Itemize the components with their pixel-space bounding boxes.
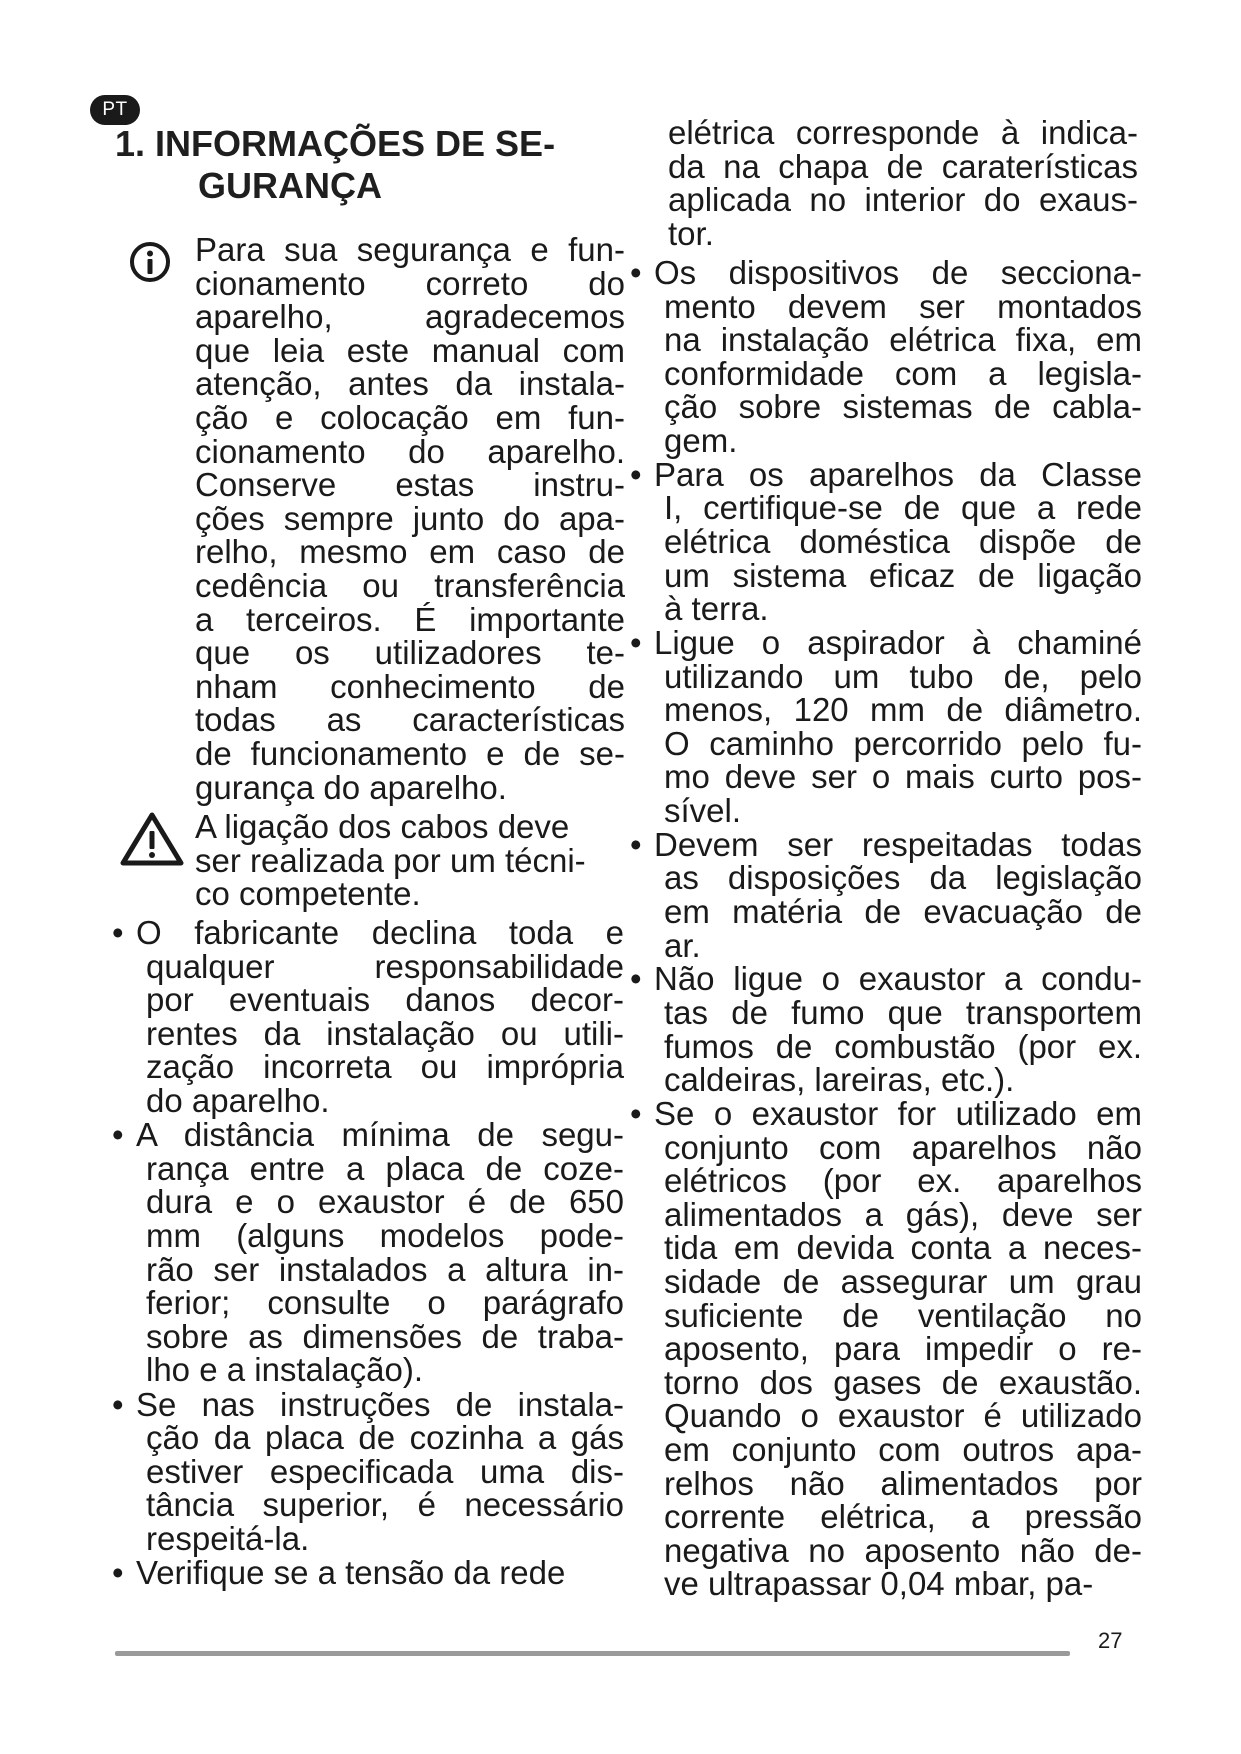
continuation-line: aplicada no interior do exaus-	[668, 181, 1138, 219]
bullet-line: qualquer responsabilidade	[146, 947, 624, 985]
info-note-line: que leia este manual com	[195, 331, 625, 369]
info-note-line: que os utilizadores te-	[195, 634, 625, 672]
continuation-line: tor.	[668, 214, 714, 252]
bullet-line: menos, 120 mm de diâmetro.	[664, 691, 1142, 729]
continuation-line: da na chapa de caraterísticas	[668, 147, 1138, 185]
bullet-line: suficiente de ventilação no	[664, 1296, 1142, 1334]
bullet-line: tas de fumo que transportem	[664, 993, 1142, 1031]
bullet-first-line: Para os aparelhos da Classe	[654, 455, 1142, 493]
bullet-line: elétrica doméstica dispõe de	[664, 522, 1142, 560]
bullet-line: do aparelho.	[146, 1081, 330, 1119]
bullet-line: na instalação elétrica fixa, em	[664, 321, 1142, 359]
bullet-line: zação incorreta ou imprópria	[146, 1048, 624, 1086]
bullet-line: ve ultrapassar 0,04 mbar, pa-	[664, 1565, 1094, 1603]
bullet-mark: •	[630, 455, 642, 493]
bullet-line: negativa no aposento não de-	[664, 1531, 1142, 1569]
info-note-line: todas as características	[195, 701, 625, 739]
language-badge: PT	[90, 95, 140, 125]
warning-note-line: A ligação dos cabos deve	[195, 808, 570, 845]
bullet-line: rentes da instalação ou utili-	[146, 1014, 624, 1052]
bullet-line: sobre as dimensões de traba-	[146, 1317, 624, 1355]
footer-rule	[115, 1651, 1070, 1656]
bullet-line: por eventuais danos decor-	[146, 981, 624, 1019]
continuation-line: elétrica corresponde à indica-	[668, 114, 1138, 151]
bullet-line: Quando o exaustor é utilizado	[664, 1397, 1142, 1435]
bullet-mark: •	[630, 1095, 642, 1132]
bullet-line: as disposições da legislação	[664, 859, 1142, 897]
bullet-line: O caminho percorrido pelo fu-	[664, 724, 1142, 762]
info-circle-icon	[128, 240, 172, 284]
bullet-first-line: Ligue o aspirador à chaminé	[654, 624, 1142, 661]
bullet-line: mm (alguns modelos pode-	[146, 1216, 624, 1254]
bullet-first-line: Os dispositivos de secciona-	[654, 254, 1142, 291]
bullet-mark: •	[112, 914, 124, 951]
bullet-line: estiver especificada uma dis-	[146, 1452, 624, 1490]
section-title	[115, 123, 635, 207]
bullet-line: rão ser instalados a altura in-	[146, 1250, 624, 1288]
section-title-line-2: GURANÇA	[198, 165, 382, 206]
bullet-mark: •	[112, 1116, 124, 1154]
bullet-first-line: O fabricante declina toda e	[136, 914, 624, 951]
bullet-line: ção sobre sistemas de cabla-	[664, 388, 1142, 426]
info-note-line: ção e colocação em fun-	[195, 398, 625, 436]
info-note-line: cionamento do aparelho.	[195, 432, 625, 470]
bullet-line: mento devem ser montados	[664, 287, 1142, 325]
info-note-line: ções sempre junto do apa-	[195, 499, 625, 537]
bullet-mark: •	[630, 624, 642, 661]
bullet-line: mo deve ser o mais curto pos-	[664, 758, 1142, 796]
bullet-first-line: Devem ser respeitadas todas	[654, 825, 1142, 863]
info-note-line: Para sua segurança e fun-	[195, 231, 625, 268]
info-note-line: cedência ou transferência	[195, 566, 625, 604]
page-number: 27	[1098, 1628, 1123, 1653]
info-note-line: de funcionamento e de se-	[195, 734, 625, 772]
bullet-line: conformidade com a legisla-	[664, 354, 1142, 392]
bullet-line: à terra.	[664, 590, 769, 628]
info-note-line: relho, mesmo em caso de	[195, 533, 625, 571]
bullet-line: tância superior, é necessário	[146, 1486, 624, 1524]
bullet-line: ar.	[664, 926, 701, 964]
bullet-first-line: Verifique se a tensão da rede	[136, 1554, 566, 1592]
bullet-line: sível.	[664, 791, 742, 829]
info-note-line: a terceiros. É importante	[195, 600, 625, 638]
bullet-line: corrente elétrica, a pressão	[664, 1498, 1142, 1536]
bullet-line: ção da placa de cozinha a gás	[146, 1419, 624, 1457]
bullet-line: relhos não alimentados por	[664, 1464, 1142, 1502]
warning-triangle-icon	[119, 811, 185, 867]
bullet-line: aposento, para impedir o re-	[664, 1330, 1142, 1368]
info-note-line: atenção, antes da instala-	[195, 365, 625, 403]
bullet-line: caldeiras, lareiras, etc.).	[664, 1061, 1015, 1099]
warning-note-line: ser realizada por um técni-	[195, 841, 586, 879]
right-continuation-paragraph	[668, 116, 1138, 250]
bullet-mark: •	[630, 825, 642, 863]
section-title-line-1: 1. INFORMAÇÕES DE SE-	[115, 123, 556, 164]
warning-note-line: co competente.	[195, 875, 421, 913]
bullet-first-line: Não ligue o exaustor a condu-	[654, 960, 1142, 998]
bullet-first-line: Se o exaustor for utilizado em	[654, 1095, 1142, 1132]
warning-note	[195, 810, 625, 911]
bullet-line: respeitá-la.	[146, 1519, 310, 1557]
bullet-line: tida em devida conta a neces-	[664, 1229, 1142, 1267]
bullet-line: lho e a instalação).	[146, 1351, 424, 1389]
bullet-line: utilizando um tubo de, pelo	[664, 657, 1142, 695]
bullet-line: conjunto com aparelhos não	[664, 1128, 1142, 1166]
info-note	[195, 233, 625, 804]
bullet-mark: •	[112, 1554, 124, 1592]
info-note-line: gurança do aparelho.	[195, 768, 507, 806]
info-note-line: nham conhecimento de	[195, 667, 625, 705]
bullet-line: sidade de assegurar um grau	[664, 1262, 1142, 1300]
bullet-line: rança entre a placa de coze-	[146, 1149, 624, 1187]
bullet-line: elétricos (por ex. aparelhos	[664, 1162, 1142, 1200]
info-note-line: aparelho, agradecemos	[195, 298, 625, 336]
bullet-line: um sistema eficaz de ligação	[664, 556, 1142, 594]
bullet-line: alimentados a gás), deve ser	[664, 1195, 1142, 1233]
bullet-mark: •	[630, 960, 642, 998]
info-note-line: cionamento correto do	[195, 264, 625, 302]
bullet-line: em conjunto com outros apa-	[664, 1430, 1142, 1468]
bullet-line: dura e o exaustor é de 650	[146, 1183, 624, 1221]
bullet-line: ferior; consulte o parágrafo	[146, 1284, 624, 1322]
bullet-mark: •	[112, 1385, 124, 1423]
bullet-line: fumos de combustão (por ex.	[664, 1027, 1142, 1065]
bullet-line: I, certifique-se de que a rede	[664, 489, 1142, 527]
bullet-first-line: A distância mínima de segu-	[136, 1116, 624, 1154]
bullet-line: gem.	[664, 421, 738, 459]
info-note-line: Conserve estas instru-	[195, 466, 625, 504]
bullet-line: em matéria de evacuação de	[664, 892, 1142, 930]
bullet-first-line: Se nas instruções de instala-	[136, 1385, 624, 1423]
bullet-mark: •	[630, 254, 642, 291]
bullet-line: torno dos gases de exaustão.	[664, 1363, 1142, 1401]
